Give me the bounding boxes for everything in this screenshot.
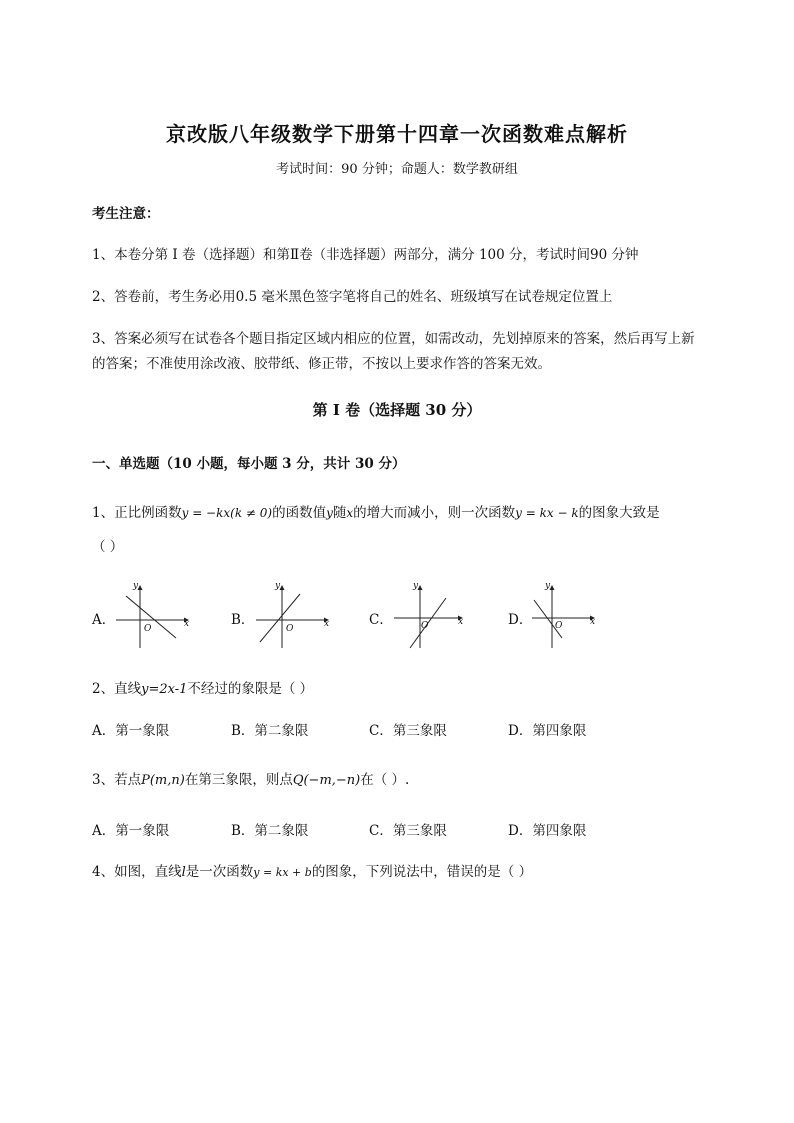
q2-option-b: B．第二象限 xyxy=(231,723,309,739)
q1-suffix: 的图象大致是 xyxy=(578,505,660,521)
y-label: y xyxy=(545,581,551,591)
q1-var-x: x xyxy=(346,506,354,520)
q3-option-b: B．第二象限 xyxy=(231,823,309,839)
q3-expr-2: Q(−m,−n) xyxy=(292,773,361,788)
notice-heading: 考生注意： xyxy=(92,206,160,222)
x-label: x xyxy=(184,619,190,629)
q1-option-d-label: D． xyxy=(508,612,533,628)
notice-item-3-line-2: 的答案；不准使用涂改液、胶带纸、修正带，不按以上要求作答的答案无效。 xyxy=(92,356,551,372)
q2-prefix: 2、直线 xyxy=(92,681,142,697)
q3-option-c: C．第三象限 xyxy=(369,823,447,839)
origin-label: O xyxy=(144,624,152,634)
q3-suffix: 在（ ）. xyxy=(360,772,410,788)
graph-line xyxy=(534,600,562,638)
y-arrow-icon xyxy=(138,585,143,590)
q4-suffix: 的图象，下列说法中，错误的是（ ） xyxy=(311,864,533,880)
question-2 xyxy=(92,677,313,697)
q1-expr-1: y = −kx(k ≠ 0) xyxy=(181,506,273,520)
y-label: y xyxy=(133,581,139,591)
notice-item-1: 1、本卷分第 I 卷（选择题）和第Ⅱ卷（非选择题）两部分，满分 100 分，考试时间90 分钟 xyxy=(92,247,639,263)
q2-option-d: D．第四象限 xyxy=(508,723,587,739)
q1-expr-2: y = kx − k xyxy=(515,506,579,520)
x-label: x xyxy=(324,619,330,629)
exam-info: 考试时间：90 分钟；命题人：数学教研组 xyxy=(276,162,518,177)
q3-option-a: A．第一象限 xyxy=(92,823,170,839)
q3-expr-1: P(m,n) xyxy=(141,773,185,788)
q2-expr: y=2x-1 xyxy=(141,682,188,697)
page-title: 京改版八年级数学下册第十四章一次函数难点解析 xyxy=(166,122,628,146)
section-title: 第 I 卷（选择题 30 分） xyxy=(312,401,482,419)
q3-mid: 在第三象限，则点 xyxy=(184,772,293,788)
q1-option-c-graph xyxy=(390,578,474,652)
origin-label: O xyxy=(286,624,294,634)
y-arrow-icon xyxy=(550,585,555,590)
q2-option-a: A．第一象限 xyxy=(92,723,170,739)
q1-option-a-label: A． xyxy=(92,612,116,628)
question-1 xyxy=(92,501,660,521)
x-label: x xyxy=(458,617,464,627)
q1-option-c-label: C． xyxy=(369,612,393,628)
q4-expr: y = kx + b xyxy=(253,866,312,879)
q1-option-b-graph xyxy=(252,578,336,652)
y-label: y xyxy=(413,581,419,591)
question-3 xyxy=(92,768,409,788)
q1-mid-1: 的函数值 xyxy=(272,505,327,521)
q3-option-d: D．第四象限 xyxy=(508,823,587,839)
q4-mid: 是一次函数 xyxy=(185,864,254,880)
question-4 xyxy=(92,860,532,880)
origin-label: O xyxy=(421,621,429,631)
q1-mid-3: 的增大而减小，则一次函数 xyxy=(353,505,516,521)
y-arrow-icon xyxy=(418,585,423,590)
q1-mid-2: 随 xyxy=(332,505,347,521)
q4-prefix: 4、如图，直线 xyxy=(92,864,182,880)
notice-item-2: 2、答卷前，考生务必用0.5 毫米黑色签字笔将自己的姓名、班级填写在试卷规定位置上 xyxy=(92,289,613,305)
part-title: 一、单选题（10 小题，每小题 3 分，共计 30 分） xyxy=(92,456,406,472)
notice-item-3-line-1: 3、答案必须写在试卷各个题目指定区域内相应的位置，如需改动，先划掉原来的答案，然后再写上新 xyxy=(92,331,695,347)
q1-prefix: 1、正比例函数 xyxy=(92,505,182,521)
q2-suffix: 不经过的象限是（ ） xyxy=(187,681,314,697)
q3-prefix: 3、若点 xyxy=(92,772,142,788)
q1-answer-blank: （ ） xyxy=(92,539,124,555)
q1-option-b-label: B． xyxy=(231,612,255,628)
q4-var-l: l xyxy=(181,865,186,880)
graph-line xyxy=(260,594,300,642)
y-arrow-icon xyxy=(280,585,285,590)
q1-option-d-graph xyxy=(528,578,612,652)
x-label: x xyxy=(590,617,596,627)
q2-option-c: C．第三象限 xyxy=(369,723,447,739)
q1-option-a-graph xyxy=(112,578,196,652)
q1-var-y: y xyxy=(326,506,333,520)
y-label: y xyxy=(275,581,281,591)
origin-label: O xyxy=(555,621,563,631)
